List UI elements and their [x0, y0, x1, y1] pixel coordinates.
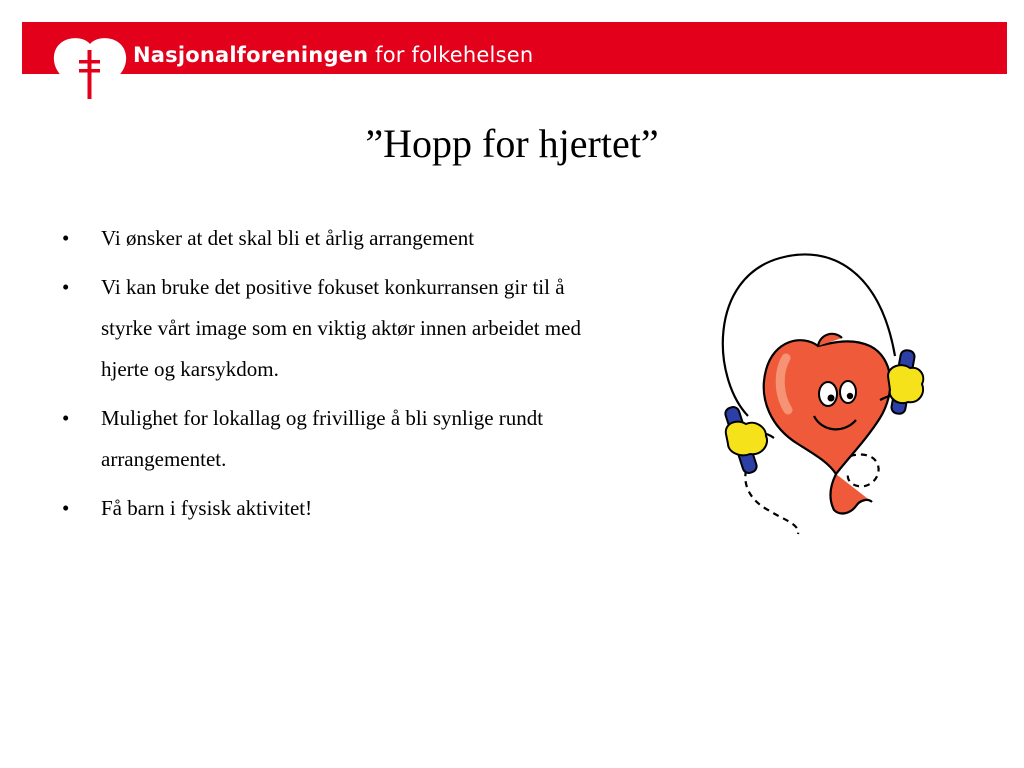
bullet-dot: • — [62, 406, 70, 430]
slide-title: ”Hopp for hjertet” — [365, 121, 659, 166]
bullet-text: Mulighet for lokallag og frivillige å bli synlige rundt arrangementet. — [101, 406, 544, 471]
organization-name-rest: for folkehelsen — [368, 43, 534, 67]
bullet-item — [60, 488, 620, 529]
bullet-dot: • — [62, 496, 70, 520]
bullet-text: Vi kan bruke det positive fokuset konkurransen gir til å styrke vårt image som en viktig aktør innen arbeidet med hjerte og karsykdom. — [101, 275, 581, 381]
bullet-list — [60, 218, 620, 537]
bullet-item — [60, 398, 620, 480]
heart-cross-logo-icon — [48, 36, 132, 102]
jumping-heart-mascot-icon — [710, 248, 940, 538]
bullet-item — [60, 218, 620, 259]
organization-name — [133, 42, 533, 68]
bullet-text: Vi ønsker at det skal bli et årlig arrangement — [101, 226, 475, 250]
bullet-item — [60, 267, 620, 390]
bullet-dot: • — [62, 226, 70, 250]
organization-name-bold: Nasjonalforeningen — [133, 43, 369, 67]
bullet-text: Få barn i fysisk aktivitet! — [101, 496, 313, 520]
bullet-dot: • — [62, 275, 70, 299]
